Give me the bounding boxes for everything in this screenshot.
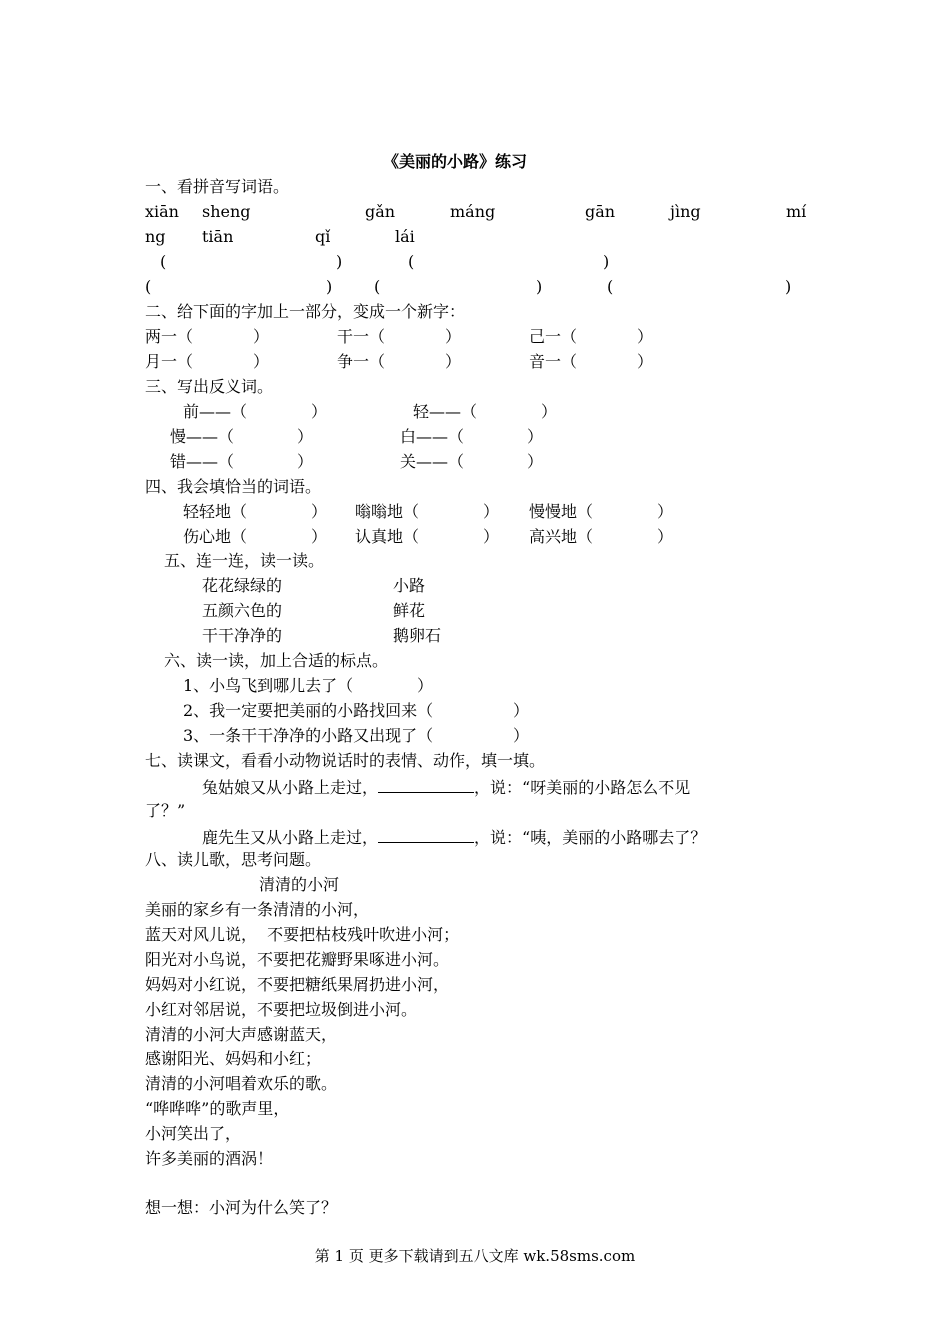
- page-title: 《美丽的小路》练习: [383, 152, 528, 171]
- exercise-paren: ）: [483, 527, 500, 546]
- exercise-paren: ）: [527, 427, 544, 446]
- pinyin: gǎn: [365, 202, 396, 221]
- exercise-paren: ）: [637, 327, 654, 346]
- fill-sentence-2: [202, 824, 706, 850]
- exercise-paren: ）: [311, 502, 328, 521]
- punctuation-paren: ）: [417, 676, 434, 695]
- match-right-item: 鹅卵石: [393, 626, 442, 645]
- poem-line: 阳光对小鸟说，不要把花瓣野果啄进小河。: [145, 950, 450, 969]
- answer-blank: [378, 774, 474, 793]
- answer-paren-open: (: [408, 252, 415, 271]
- pinyin: jìng: [670, 202, 701, 221]
- exercise-item: 认真地（: [355, 527, 420, 546]
- pinyin: sheng: [202, 202, 251, 221]
- match-left-item: 五颜六色的: [202, 601, 283, 620]
- fill-sentence-1-cont: 了？”: [145, 801, 186, 820]
- pinyin: gān: [585, 202, 616, 221]
- exercise-paren: ）: [657, 502, 674, 521]
- answer-paren-open: (: [160, 252, 167, 271]
- exercise-paren: ）: [541, 402, 558, 421]
- poem-line: 美丽的家乡有一条清清的小河，: [145, 900, 370, 919]
- punctuation-paren: ）: [513, 701, 530, 720]
- answer-paren-open: (: [374, 277, 381, 296]
- poem-line: 许多美丽的酒涡！: [145, 1149, 274, 1168]
- exercise-paren: ）: [253, 352, 270, 371]
- pinyin: máng: [450, 202, 496, 221]
- section-8-heading: 八、读儿歌，思考问题。: [145, 850, 322, 869]
- pinyin: qǐ: [315, 227, 331, 246]
- exercise-paren: ）: [297, 452, 314, 471]
- exercise-paren: ）: [445, 352, 462, 371]
- sentence-part: ，说：“呀美丽的小路怎么不见: [474, 778, 691, 797]
- sentence-part: ，说：“咦，美丽的小路哪去了？: [474, 828, 707, 847]
- exercise-item: 两一（: [145, 327, 194, 346]
- poem-line: 清清的小河大声感谢蓝天，: [145, 1025, 338, 1044]
- section-3-heading: 三、写出反义词。: [145, 377, 274, 396]
- exercise-item: 错——（: [170, 452, 235, 471]
- exercise-item: 己一（: [529, 327, 578, 346]
- pinyin: lái: [395, 227, 415, 246]
- exercise-paren: ）: [657, 527, 674, 546]
- match-right-item: 小路: [393, 576, 426, 595]
- fill-sentence-1: [202, 774, 690, 800]
- poem-line: “哗哗哗”的歌声里，: [145, 1099, 290, 1118]
- pinyin: mí: [786, 202, 807, 221]
- answer-paren-close: ): [336, 252, 343, 271]
- section-5-heading: 五、连一连，读一读。: [164, 551, 325, 570]
- answer-paren-close: ): [326, 277, 333, 296]
- exercise-paren: ）: [527, 452, 544, 471]
- exercise-item: 轻——（: [413, 402, 478, 421]
- section-7-heading: 七、读课文，看看小动物说话时的表情、动作，填一填。: [145, 751, 546, 770]
- question: 想一想：小河为什么笑了？: [145, 1198, 338, 1217]
- exercise-item: 白——（: [400, 427, 465, 446]
- exercise-item: 慢——（: [170, 427, 235, 446]
- punctuation-paren: ）: [513, 726, 530, 745]
- section-2-heading: 二、给下面的字加上一部分，变成一个新字：: [145, 302, 466, 321]
- answer-paren-open: (: [145, 277, 152, 296]
- poem-line: 妈妈对小红说，不要把糖纸果屑扔进小河，: [145, 975, 450, 994]
- punctuation-item: 1、小鸟飞到哪儿去了（: [183, 676, 354, 695]
- exercise-paren: ）: [311, 527, 328, 546]
- exercise-paren: ）: [253, 327, 270, 346]
- exercise-item: 音一（: [529, 352, 578, 371]
- exercise-paren: ）: [297, 427, 314, 446]
- exercise-item: 慢慢地（: [529, 502, 594, 521]
- exercise-item: 干一（: [337, 327, 386, 346]
- pinyin: ng: [145, 227, 166, 246]
- exercise-paren: ）: [637, 352, 654, 371]
- exercise-item: 争一（: [337, 352, 386, 371]
- exercise-paren: ）: [483, 502, 500, 521]
- exercise-item: 月一（: [145, 352, 194, 371]
- poem-line: 清清的小河唱着欢乐的歌。: [145, 1074, 338, 1093]
- section-1-heading: 一、看拼音写词语。: [145, 177, 290, 196]
- punctuation-item: 3、一条干干净净的小路又出现了（: [183, 726, 434, 745]
- exercise-item: 伤心地（: [183, 527, 248, 546]
- exercise-item: 关——（: [400, 452, 465, 471]
- sentence-part: 鹿先生又从小路上走过，: [202, 828, 379, 847]
- match-left-item: 花花绿绿的: [202, 576, 283, 595]
- section-6-heading: 六、读一读，加上合适的标点。: [164, 651, 389, 670]
- poem-line: 蓝天对风儿说， 不要把枯枝残叶吹进小河；: [145, 925, 460, 944]
- exercise-paren: ）: [445, 327, 462, 346]
- exercise-item: 高兴地（: [529, 527, 594, 546]
- poem-line: 小红对邻居说，不要把垃圾倒进小河。: [145, 1000, 418, 1019]
- section-4-heading: 四、我会填恰当的词语。: [145, 477, 322, 496]
- pinyin: tiān: [202, 227, 234, 246]
- answer-paren-close: ): [536, 277, 543, 296]
- answer-paren-open: (: [607, 277, 614, 296]
- match-right-item: 鲜花: [393, 601, 426, 620]
- exercise-item: 嗡嗡地（: [355, 502, 420, 521]
- match-left-item: 干干净净的: [202, 626, 283, 645]
- poem-line: 感谢阳光、妈妈和小红；: [145, 1049, 322, 1068]
- exercise-paren: ）: [311, 402, 328, 421]
- page-footer: 第 1 页 更多下载请到五八文库 wk.58sms.com: [314, 1247, 636, 1265]
- poem-title: 清清的小河: [259, 875, 340, 894]
- exercise-item: 前——（: [183, 402, 248, 421]
- sentence-part: 兔姑娘又从小路上走过，: [202, 778, 379, 797]
- answer-paren-close: ): [603, 252, 610, 271]
- punctuation-item: 2、我一定要把美丽的小路找回来（: [183, 701, 434, 720]
- answer-paren-close: ): [785, 277, 792, 296]
- answer-blank: [378, 824, 474, 843]
- exercise-item: 轻轻地（: [183, 502, 248, 521]
- pinyin: xiān: [145, 202, 179, 221]
- poem-line: 小河笑出了，: [145, 1124, 242, 1143]
